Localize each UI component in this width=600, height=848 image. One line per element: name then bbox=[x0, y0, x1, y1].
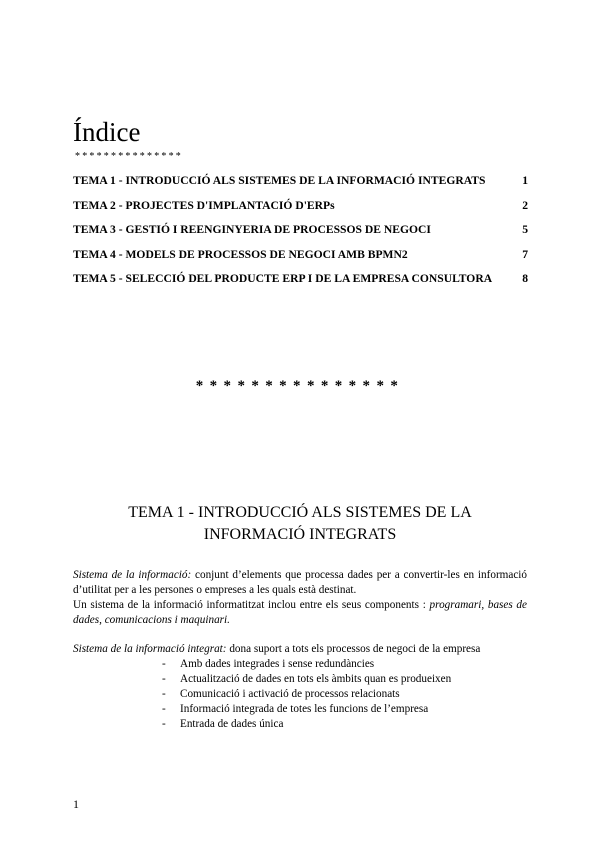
table-of-contents bbox=[73, 174, 528, 297]
toc-entry-page: 7 bbox=[522, 247, 528, 261]
paragraph-definition bbox=[73, 568, 527, 598]
toc-entry-label: TEMA 3 - GESTIÓ I REENGINYERIA DE PROCESSOS DE NEGOCI bbox=[73, 223, 431, 237]
bullet-dash: - bbox=[162, 658, 166, 670]
integrated-text: dona suport a tots els processos de negoci de la empresa bbox=[226, 643, 481, 655]
components-list: programari, bases de dades, comunicacions i maquinari. bbox=[73, 599, 527, 626]
page-number: 1 bbox=[73, 797, 79, 811]
list-item bbox=[73, 657, 527, 672]
list-item bbox=[73, 672, 527, 687]
list-item-text: Informació integrada de totes les funcions de l’empresa bbox=[180, 703, 429, 715]
section-separator-stars: *************** bbox=[195, 378, 405, 394]
list-item bbox=[73, 702, 527, 717]
toc-entry-1[interactable] bbox=[73, 174, 528, 199]
list-item bbox=[73, 717, 527, 732]
definition-text: conjunt d’elements que processa dades per a convertir-les en informació d’utilitat per a les persones o empreses a les quals està destinat. bbox=[73, 569, 528, 596]
list-item bbox=[73, 687, 527, 702]
components-text: Un sistema de la informació informatitzat inclou entre els seus components : bbox=[73, 599, 430, 611]
bullet-dash: - bbox=[162, 718, 166, 730]
toc-entry-label: TEMA 5 - SELECCIÓ DEL PRODUCTE ERP I DE LA EMPRESA CONSULTORA bbox=[73, 272, 493, 286]
feature-list bbox=[73, 657, 527, 732]
index-heading: Índice bbox=[73, 117, 141, 147]
list-item-text: Amb dades integrades i sense redundàncies bbox=[180, 658, 375, 670]
bullet-dash: - bbox=[162, 673, 166, 685]
section-body bbox=[73, 568, 527, 732]
list-item-text: Comunicació i activació de processos relacionats bbox=[180, 688, 400, 700]
term-sistema-informacio: Sistema de la informació: bbox=[73, 569, 192, 581]
list-item-text: Entrada de dades única bbox=[180, 718, 284, 730]
toc-entry-page: 5 bbox=[522, 223, 528, 237]
term-sistema-integrat: Sistema de la informació integrat: bbox=[73, 643, 227, 655]
list-item-text: Actualització de dades en tots els àmbits quan es produeixen bbox=[180, 673, 452, 685]
section-title: TEMA 1 - INTRODUCCIÓ ALS SISTEMES DE LA INFORMACIÓ INTEGRATS bbox=[128, 504, 472, 543]
bullet-dash: - bbox=[162, 688, 166, 700]
toc-entry-5[interactable] bbox=[73, 272, 528, 297]
toc-entry-page: 2 bbox=[522, 198, 528, 212]
toc-entry-page: 8 bbox=[522, 272, 528, 286]
paragraph-components bbox=[73, 598, 527, 628]
toc-entry-4[interactable] bbox=[73, 248, 528, 273]
toc-entry-page: 1 bbox=[522, 174, 528, 187]
toc-entry-3[interactable] bbox=[73, 223, 528, 248]
toc-entry-label: TEMA 4 - MODELS DE PROCESSOS DE NEGOCI AMB BPMN2 bbox=[73, 247, 408, 261]
paragraph-integrated bbox=[73, 642, 527, 657]
index-heading-stars: *************** bbox=[75, 151, 183, 162]
toc-entry-label: TEMA 1 - INTRODUCCIÓ ALS SISTEMES DE LA INFORMACIÓ INTEGRATS bbox=[73, 174, 486, 187]
bullet-dash: - bbox=[162, 703, 166, 715]
toc-entry-2[interactable] bbox=[73, 199, 528, 224]
toc-entry-label: TEMA 2 - PROJECTES D'IMPLANTACIÓ D'ERPs bbox=[73, 198, 335, 212]
